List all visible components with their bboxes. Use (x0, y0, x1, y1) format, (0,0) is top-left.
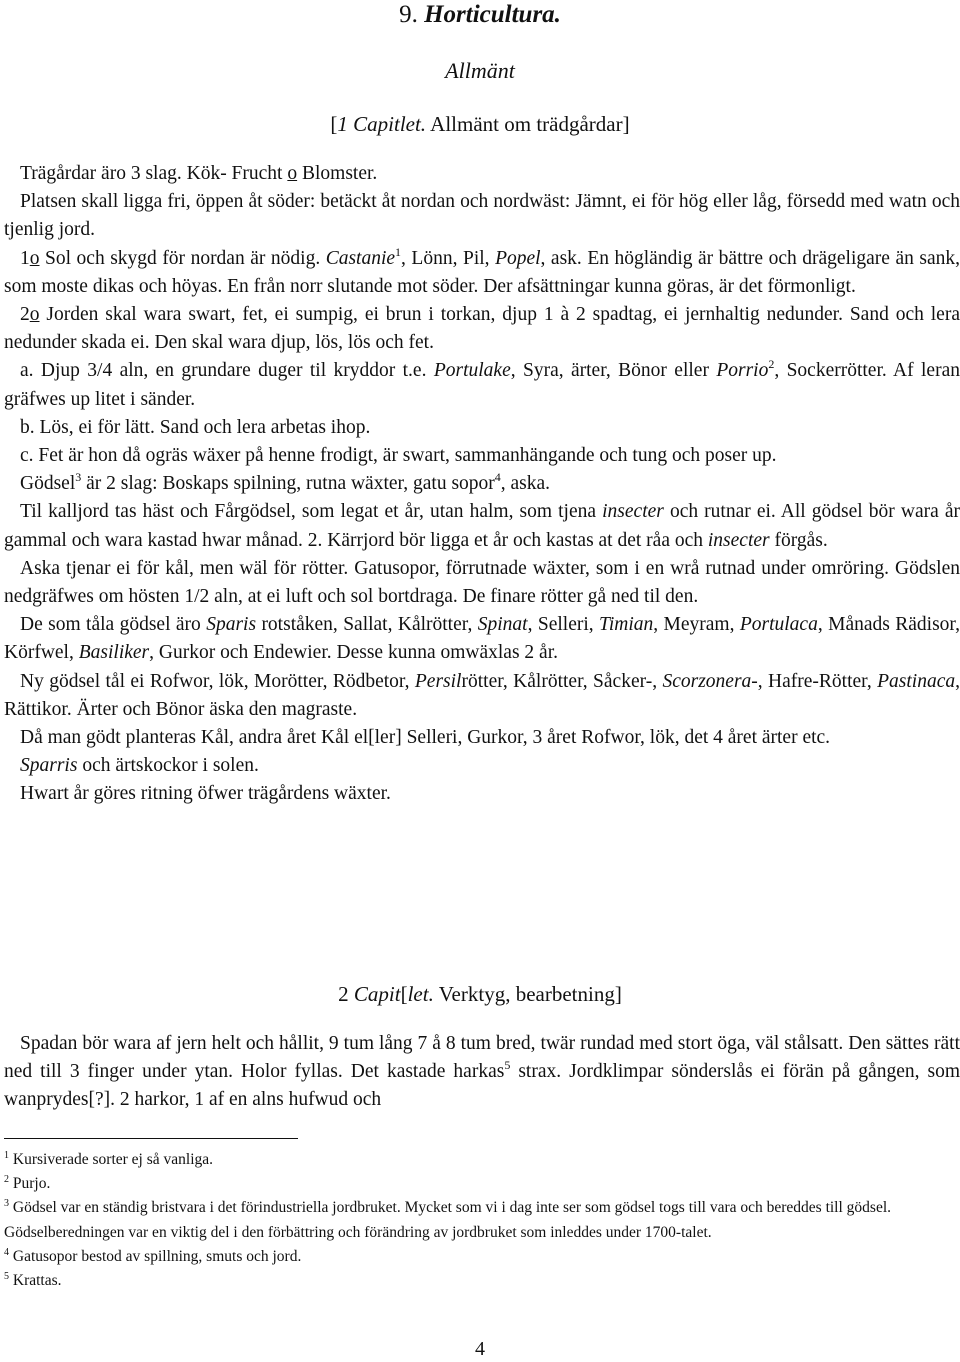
paragraph: Til kalljord tas häst och Fårgödsel, som legat et år, utan halm, som tjena insecter och rutnar ei. All gödsel bör wara år gammal och wara kastad hwar månad. 2. Kärrjord bör ligga et år och kastas at det råa och insecter förgås. (4, 501, 960, 551)
paragraph: Trägårdar äro 3 slag. Kök- Frucht o Blomster. (20, 163, 378, 184)
section-title: Allmänt (445, 58, 515, 83)
paragraph: Ny gödsel tål ei Rofwor, lök, Morötter, Rödbetor, Persilrötter, Kålrötter, Såcker-, Scorzonera-, Hafre-Rötter, Pastinaca, Rättikor. Ärter och Bönor äska den magraste. (4, 670, 960, 720)
paragraph: Hwart år göres ritning öfwer trägårdens wäxter. (20, 783, 391, 805)
paragraph: 2o Jorden skal wara swart, fet, ei sumpig, ei brun i torkan, djup 1 à 2 spadtag, ei jernhaltig nedunder. Sand och lera nedunder skada ei. Den skal wara djup, lös, lös och fet. (4, 304, 960, 354)
chapter-number: 9. (399, 1, 418, 28)
chapter-1-heading: [1 Capitlet. Allmänt om trädgårdar] (330, 112, 630, 136)
footnote: $^2$ Purjo. (4, 1174, 51, 1193)
paragraph: Gödsel$^3$ är 2 slag: Boskaps spilning, rutna wäxter, gatu sopor$^4$, aska. (20, 470, 551, 495)
paragraph: Sparris och ärtskockor i solen. (20, 755, 259, 777)
footnotes (4, 1148, 954, 1293)
paragraph: 1o Sol och skygd för nordan är nödig. Castanie$^1$, Lönn, Pil, Popel, ask. En högländig är bättre och drägeligare än sank, som moste dikas och höyas. En från norr slutande mot söder. Der afsättningar kunna göras, är det förmonligt. (4, 244, 960, 297)
footnote-ref: 4 (494, 470, 501, 485)
footnote: $^3$ Gödsel var en ständig bristvara i det förindustriella jordbruket. Mycket som vi i dag inte ser som gödsel togs till vara och bereddes till gödsel. Gödselberedningen var en viktig del i den förbättring och förändring av jordbruket som inleddes under 1700-talet. (4, 1198, 892, 1241)
paragraph: Spadan bör wara af jern helt och hållit, 9 tum lång 7 å 8 tum bred, twär rundad med stort öga, väl stålsatt. Den sättes rätt ned till 3 finger under ytan. Holor fyllas. Det kastade harkas$^5$ strax. Jordklimpar sönderslås ei förän på gången, som wanprydes[?]. 2 harkor, 1 af en alns hufwud och (4, 1033, 960, 1111)
page-number: 4 (475, 1338, 485, 1360)
chapter-title (0, 0, 960, 30)
chapter-title-text: Horticultura. (424, 1, 561, 28)
footnote-ref: 5 (504, 1058, 511, 1073)
chapter-2-heading: 2 Capit[let. Verktyg, bearbetning] (338, 982, 622, 1006)
paragraph: Platsen skall ligga fri, öppen åt söder: betäckt åt nordan och nordwäst: Jämnt, ei för hög eller låg, försedd med watn och tjenlig jord. (4, 191, 960, 241)
footnote: $^4$ Gatusopor bestod av spillning, smuts och jord. (4, 1246, 302, 1265)
paragraph: De som tåla gödsel äro Sparis rotståken, Sallat, Kålrötter, Spinat, Selleri, Timian, Meyram, Portulaca, Månads Rädisor, Körfwel, Basiliker, Gurkor och Endewier. Desse kunna omwäxlas 2 år. (4, 614, 960, 664)
paragraph: b. Lös, ei för lätt. Sand och lera arbetas ihop. (20, 416, 371, 438)
paragraph: Aska tjenar ei för kål, men wäl för rötter. Gatusopor, förrutnade wäxter, som i en wrå rutnad under omröring. Gödslen nedgräfwes om hösten 1/2 aln, at ei luft och sol bortdraga. De finare rötter gå ned til den. (4, 557, 960, 608)
footnote-divider (4, 1138, 298, 1139)
footnote-ref: 1 (395, 244, 402, 259)
footnote: $^1$ Kursiverade sorter ej så vanliga. (4, 1150, 214, 1168)
chapter-2-body (4, 1030, 960, 1115)
footnote-ref: 3 (75, 470, 82, 485)
paragraph: a. Djup 3/4 aln, en grundare duger til kryddor t.e. Portulake, Syra, ärter, Bönor eller Porrio$^2$, Sockerrötter. Af leran gräfwes up litet i sänder. (4, 357, 960, 410)
paragraph: c. Fet är hon då ogräs wäxer på henne frodigt, är swart, sammanhängande och tung och poser up. (20, 445, 777, 467)
chapter-1-body (4, 160, 960, 809)
footnote: $^5$ Krattas. (4, 1271, 62, 1290)
footnote-ref: 2 (768, 357, 775, 372)
paragraph: Då man gödt planteras Kål, andra året Kål el[ler] Selleri, Gurkor, 3 året Rofwor, lök, det 4 året ärter etc. (20, 727, 831, 749)
